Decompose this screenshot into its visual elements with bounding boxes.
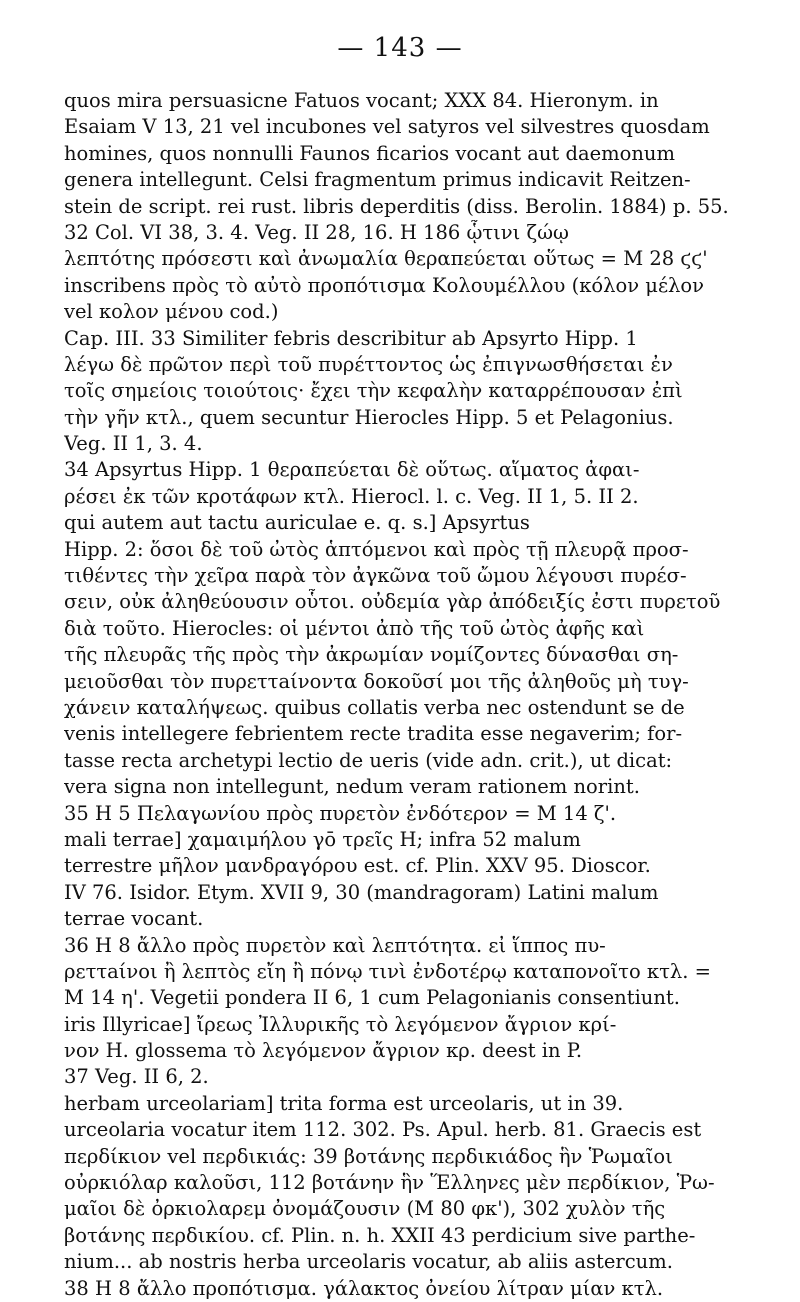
text-line: μειοῦσθαι τὸν πυρεττaίνοντα δοκοῦσί μοι τῆς ἀληθοῦς μὴ τυγ- [64,669,689,693]
text-line: vel κολον μένου cod.) [64,300,279,324]
page-number: — 143 — [337,33,463,63]
text-line: Hipp. 2: ὅσοι δὲ τοῦ ὠτὸς ἁπτόμενοι καὶ πρὸς τῇ πλευρᾷ προσ- [64,537,689,561]
text-line: οὐρκιόλαρ καλοῦσι, 112 βοτάνην ἣν Ἕλληνες μὲν περδίκιον, Ῥω- [64,1171,715,1195]
text-line: IV 76. Isidor. Etym. XVII 9, 30 (mandragoram) Latini malum [64,880,659,904]
text-line: genera intellegunt. Celsi fragmentum primus indicavit Reitzen- [64,168,691,192]
text-line: 32 Col. VI 38, 3. 4. Veg. II 28, 16. H 186 ᾧτινι ζώῳ [64,220,569,244]
text-line: ρέσει ἐκ τῶν κροτάφων κτλ. Hierocl. l. c. Veg. II 1, 5. II 2. [64,484,639,508]
text-line: venis intellegere febrientem recte tradita esse negaverim; for- [64,722,683,746]
text-line: 34 Apsyrtus Hipp. 1 θεραπεύεται δὲ οὕτως. αἵματος ἀφαι- [64,458,640,482]
text-line: λεπτότης πρόσεστι καὶ ἀνωμαλία θεραπεύεται οὕτως = M 28 ϛϛ' [64,247,708,271]
text-line: 36 H 8 ἄλλο πρὸς πυρετὸν καὶ λεπτότητα. εἰ ἵππος πυ- [64,933,606,957]
text-line: herbam urceolariam] trita forma est urceolaris, ut in 39. [64,1091,624,1115]
text-line: vera signa non intellegunt, nedum veram rationem norint. [64,775,640,799]
commentary-text [64,88,756,1302]
text-line: qui autem aut tactu auriculae e. q. s.] Apsyrtus [64,511,530,535]
text-line: iris Illyricae] ἴρεως Ἰλλυρικῆς τὸ λεγόμενον ἄγριον κρί- [64,1012,617,1036]
text-line: λέγω δὲ πρῶτον περὶ τοῦ πυρέττοντος ὡς ἐπιγνωσθήσεται ἐν [64,352,673,376]
text-line: Cap. III. 33 Similiter febris describitur ab Apsyrto Hipp. 1 [64,326,638,350]
text-line: τῆς πλευρᾶς τῆς πρὸς τὴν ἀκρωμίαν νομίζοντες δύνασθαι ση- [64,643,679,667]
text-line: M 14 η'. Vegetii pondera II 6, 1 cum Pelagonianis consentiunt. [64,986,680,1010]
text-line: σειν, οὐκ ἀληθεύουσιν οὗτοι. οὐδεμία γὰρ ἀπόδειξίς ἐστι πυρετοῦ [64,590,721,614]
text-line: homines, quos nonnulli Faunos ficarios vocant aut daemonum [64,141,675,165]
text-line: terrestre μῆλον μανδραγόρου est. cf. Plin. XXV 95. Dioscor. [64,854,651,878]
text-line: Veg. II 1, 3. 4. [64,432,203,456]
text-line: νον H. glossema τὸ λεγόμενον ἄγριον κρ. deest in P. [64,1039,583,1063]
text-line: 37 Veg. II 6, 2. [64,1065,209,1089]
text-line: βοτάνης περδικίου. cf. Plin. n. h. XXII 43 perdicium sive parthe- [64,1223,696,1247]
text-line: 38 H 8 ἄλλο προπότισμα. γάλακτος ὀνείου λίτραν μίαν κτλ. [64,1276,664,1300]
text-line: urceolaria vocatur item 112. 302. Ps. Apul. herb. 81. Graecis est [64,1118,702,1142]
text-line: 35 H 5 Πελαγωνίου πρὸς πυρετὸν ἐνδότερον = M 14 ζ'. [64,801,617,825]
text-line: quos mira persuasicne Fatuos vocant; XXX 84. Hieronym. in [64,89,659,112]
text-line: μαῖοι δὲ ὀρκιολαρεμ ὀνομάζουσιν (M 80 φκ'), 302 χυλὸν τῆς [64,1197,666,1221]
text-line: Esaiam V 13, 21 vel incubones vel satyros vel silvestres quosdam [64,115,710,139]
text-line: mali terrae] χαμαιμήλου γō τρεῖς H; infra 52 malum [64,827,581,851]
text-line: τὴν γῆν κτλ., quem secuntur Hierocles Hipp. 5 et Pelagonius. [64,405,674,429]
text-line: inscribens πρὸς τὸ αὐτὸ προπότισμα Κολουμέλλου (κόλον μέλον [64,273,705,297]
text-line: διὰ τοῦτο. Hierocles: οἱ μέντοι ἀπὸ τῆς τοῦ ὠτὸς ἀφῆς καὶ [64,616,645,640]
text-line: stein de script. rei rust. libris deperditis (diss. Berolin. 1884) p. 55. [64,194,729,218]
text-line: terrae vocant. [64,907,204,931]
text-line: τιθέντες τὴν χεῖρα παρὰ τὸν ἀγκῶνα τοῦ ὤμου λέγουσι πυρέσ- [64,564,687,588]
text-line: τοῖς σημείοις τοιούτοις· ἔχει τὴν κεφαλὴν καταρρέπουσαν ἐπὶ [64,379,683,403]
text-line: nium... ab nostris herba urceolaris vocatur, ab aliis astercum. [64,1250,673,1274]
text-line: tasse recta archetypi lectio de ueris (vide adn. crit.), ut dicat: [64,748,673,772]
text-line: ρεττaίνοι ἢ λεπτὸς εἴη ἢ πόνῳ τινὶ ἐνδοτέρῳ καταπονοῖτο κτλ. = [64,959,711,983]
text-line: χάνειν καταλήψεως. quibus collatis verba nec ostendunt se de [64,695,685,719]
text-line: περδίκιον vel περδικιάς: 39 βοτάνης περδικιάδος ἣν Ῥωμαῖοι [64,1144,673,1168]
